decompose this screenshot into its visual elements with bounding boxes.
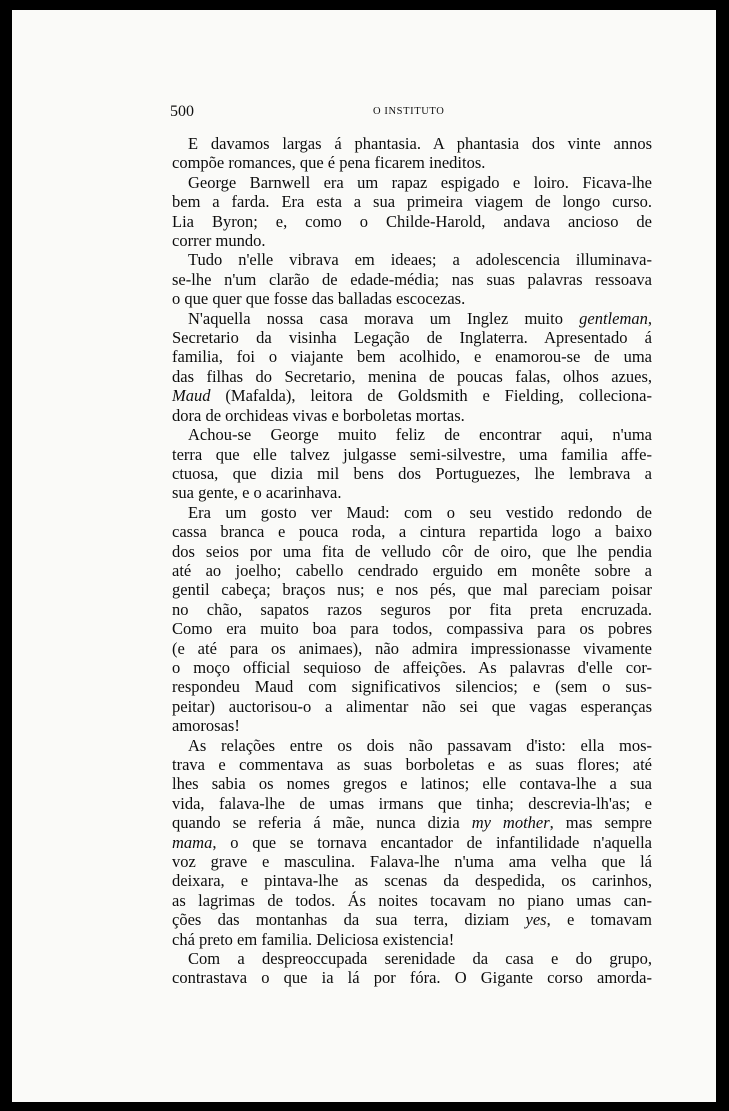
text-line: deixara, e pintava-lhe as scenas da despedida, os carinhos, xyxy=(172,871,652,891)
page-number: 500 xyxy=(170,103,194,120)
text-line: Secretario da visinha Legação de Inglaterra. Apresentado á xyxy=(172,328,652,348)
text-line: no chão, sapatos razos seguros por fita preta encruzada. xyxy=(172,599,652,619)
text-line: o moço official sequioso de affeições. As palavras d'elle cor- xyxy=(172,657,652,677)
text-line: das filhas do Secretario, menina de poucas falas, olhos azues, xyxy=(172,366,652,386)
text-line: George Barnwell era um rapaz espigado e loiro. Ficava-lhe xyxy=(188,172,652,192)
text-line: ctuosa, que dizia mil bens dos Portuguezes, lhe lembrava a xyxy=(172,463,652,483)
page-header xyxy=(170,103,670,123)
book-page xyxy=(12,10,716,1102)
text-line: terra que elle talvez julgasse semi-silvestre, uma familia affe- xyxy=(172,444,652,464)
body-text xyxy=(172,134,652,988)
text-line: dos seios por uma fita de velludo côr de oiro, que lhe pendia xyxy=(172,541,652,561)
text-line: até ao joelho; cabello cendrado erguido em monête sobre a xyxy=(172,560,652,580)
text-line: chá preto em familia. Deliciosa existencia! xyxy=(172,929,455,949)
text-line: Era um gosto ver Maud: com o seu vestido redondo de xyxy=(188,502,652,522)
text-line: vida, falava-lhe de umas irmans que tinha; descrevia-lh'as; e xyxy=(172,793,652,813)
text-line: sua gente, e o acarinhava. xyxy=(172,483,342,503)
text-line: voz grave e masculina. Falava-lhe n'uma ama velha que lá xyxy=(172,852,652,872)
text-line: as lagrimas de todos. Ás noites tocavam no piano umas can- xyxy=(172,890,652,910)
text-line: dora de orchideas vivas e borboletas mortas. xyxy=(172,405,465,425)
text-line: mama, o que se tornava encantador de infantilidade n'aquella xyxy=(172,832,652,852)
text-line: contrastava o que ia lá por fóra. O Gigante corso amorda- xyxy=(172,968,652,988)
text-line: cassa branca e pouca roda, a cintura repartida logo a baixo xyxy=(172,522,652,542)
text-line: peitar) auctorisou-o a alimentar não sei que vagas esperanças xyxy=(172,696,652,716)
text-line: o que quer que fosse das balladas escocezas. xyxy=(172,289,466,309)
text-line: gentil cabeça; braços nus; e nos pés, que mal pareciam poisar xyxy=(172,580,652,600)
text-line: correr mundo. xyxy=(172,231,266,251)
text-line: bem a farda. Era esta a sua primeira viagem de longo curso. xyxy=(172,192,652,212)
running-title: O INSTITUTO xyxy=(373,106,445,117)
text-line: Lia Byron; e, como o Childe-Harold, andava ancioso de xyxy=(172,211,652,231)
text-line: As relações entre os dois não passavam d'isto: ella mos- xyxy=(188,735,652,755)
text-line: Maud (Mafalda), leitora de Goldsmith e Fielding, colleciona- xyxy=(172,386,652,406)
text-line: lhes sabia os nomes gregos e latinos; elle contava-lhe a sua xyxy=(172,774,652,794)
text-line: amorosas! xyxy=(172,716,240,736)
text-line: Como era muito boa para todos, compassiva para os pobres xyxy=(172,619,652,639)
text-line: trava e commentava as suas borboletas e as suas flores; até xyxy=(172,755,652,774)
text-line: ções das montanhas da sua terra, diziam yes, e tomavam xyxy=(172,910,652,930)
text-line: Achou-se George muito feliz de encontrar aqui, n'uma xyxy=(188,425,652,445)
text-line: familia, foi o viajante bem acolhido, e enamorou-se de uma xyxy=(172,347,652,367)
text-line: E davamos largas á phantasia. A phantasia dos vinte annos xyxy=(188,134,652,153)
text-line: (e até para os animaes), não admira impressionasse vivamente xyxy=(172,638,652,658)
text-line: Com a despreoccupada serenidade da casa e do grupo, xyxy=(188,949,652,969)
text-line: N'aquella nossa casa morava um Inglez muito gentleman, xyxy=(188,308,652,328)
text-line: compõe romances, que é pena ficarem ineditos. xyxy=(172,153,486,173)
text-line: quando se referia á mãe, nunca dizia my mother, mas sempre xyxy=(172,813,653,833)
text-line: se-lhe n'um clarão de edade-média; nas suas palavras ressoava xyxy=(172,269,652,289)
text-line: respondeu Maud com significativos silencios; e (sem o sus- xyxy=(172,677,652,697)
text-line: Tudo n'elle vibrava em ideaes; a adolescencia illuminava- xyxy=(188,250,652,270)
